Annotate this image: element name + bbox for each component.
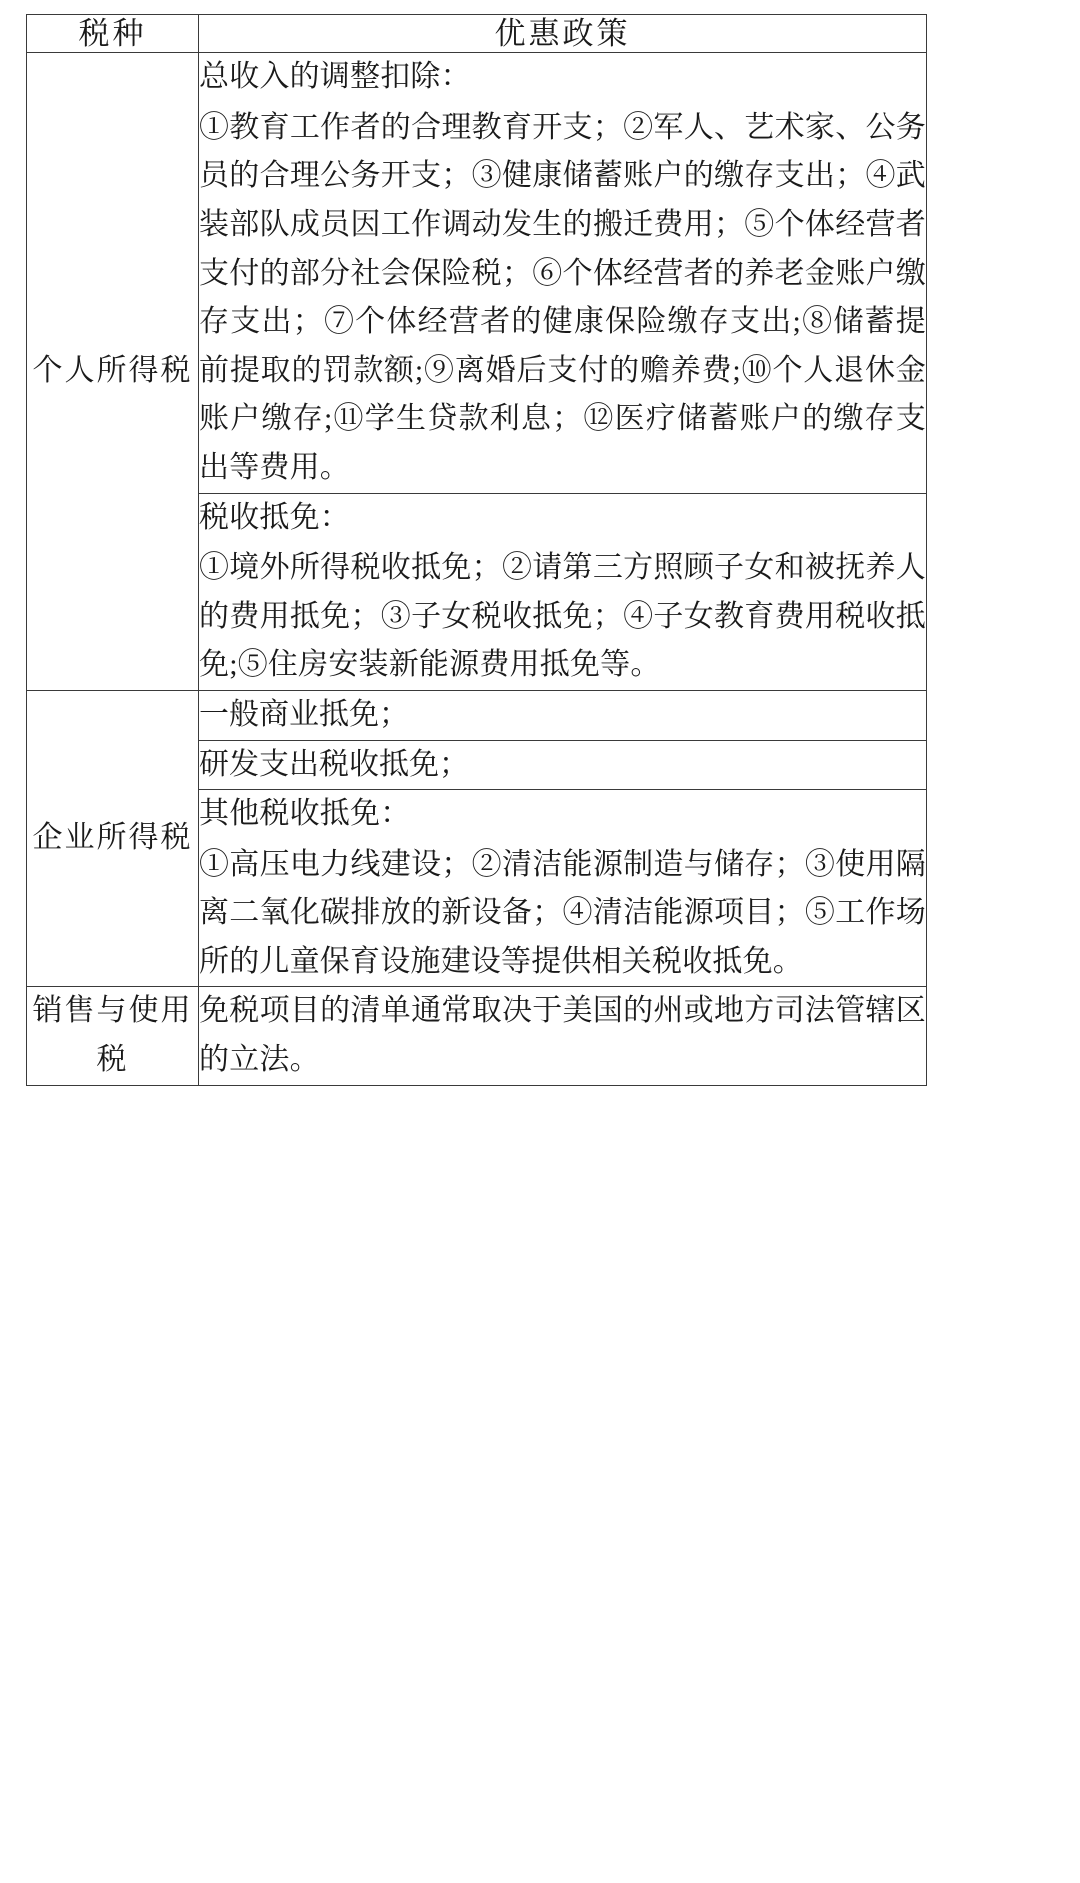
tax-kind-sales-and-use: 销售与使用税 (27, 987, 199, 1085)
policy-cell: 免税项目的清单通常取决于美国的州或地方司法管辖区的立法。 (199, 987, 927, 1085)
tax-kind-corporate-income: 企业所得税 (27, 690, 199, 987)
table-header-row (27, 15, 927, 53)
table-row (27, 987, 927, 1085)
policy-lead: 总收入的调整扣除： (199, 60, 471, 94)
tax-kind-individual-income: 个人所得税 (27, 53, 199, 691)
policy-body: ①高压电力线建设；②清洁能源制造与储存；③使用隔离二氧化碳排放的新设备；④清洁能源项目；⑤工作场所的儿童保育设施建设等提供相关税收抵免。 (199, 847, 926, 978)
column-header-policy: 优惠政策 (199, 15, 927, 53)
policy-lead: 其他税收抵免： (199, 797, 411, 831)
policy-cell: 研发支出税收抵免； (199, 740, 927, 790)
policy-cell (199, 790, 927, 987)
policy-body: ①境外所得税收抵免；②请第三方照顾子女和被抚养人的费用抵免；③子女税收抵免；④子女教育费用税收抵免;⑤住房安装新能源费用抵免等。 (199, 551, 926, 682)
table-header (27, 15, 927, 53)
policy-cell (199, 493, 927, 690)
tax-policy-table (26, 14, 927, 1086)
table-body (27, 53, 927, 1085)
policy-cell (199, 53, 927, 493)
policy-lead: 税收抵免： (199, 500, 350, 534)
policy-cell: 一般商业抵免； (199, 690, 927, 740)
column-header-tax-kind: 税种 (27, 15, 199, 53)
table-row (27, 53, 927, 493)
policy-body: ①教育工作者的合理教育开支；②军人、艺术家、公务员的合理公务开支；③健康储蓄账户的缴存支出；④武装部队成员因工作调动发生的搬迁费用；⑤个体经营者支付的部分社会保险税；⑥个体经营者的养老金账户缴存支出；⑦个体经营者的健康保险缴存支出;⑧储蓄提前提取的罚款额;⑨离婚后支付的赡养费;⑩个人退休金账户缴存;⑪学生贷款利息；⑫医疗储蓄账户的缴存支出等费用。 (199, 110, 926, 484)
table-row (27, 690, 927, 740)
